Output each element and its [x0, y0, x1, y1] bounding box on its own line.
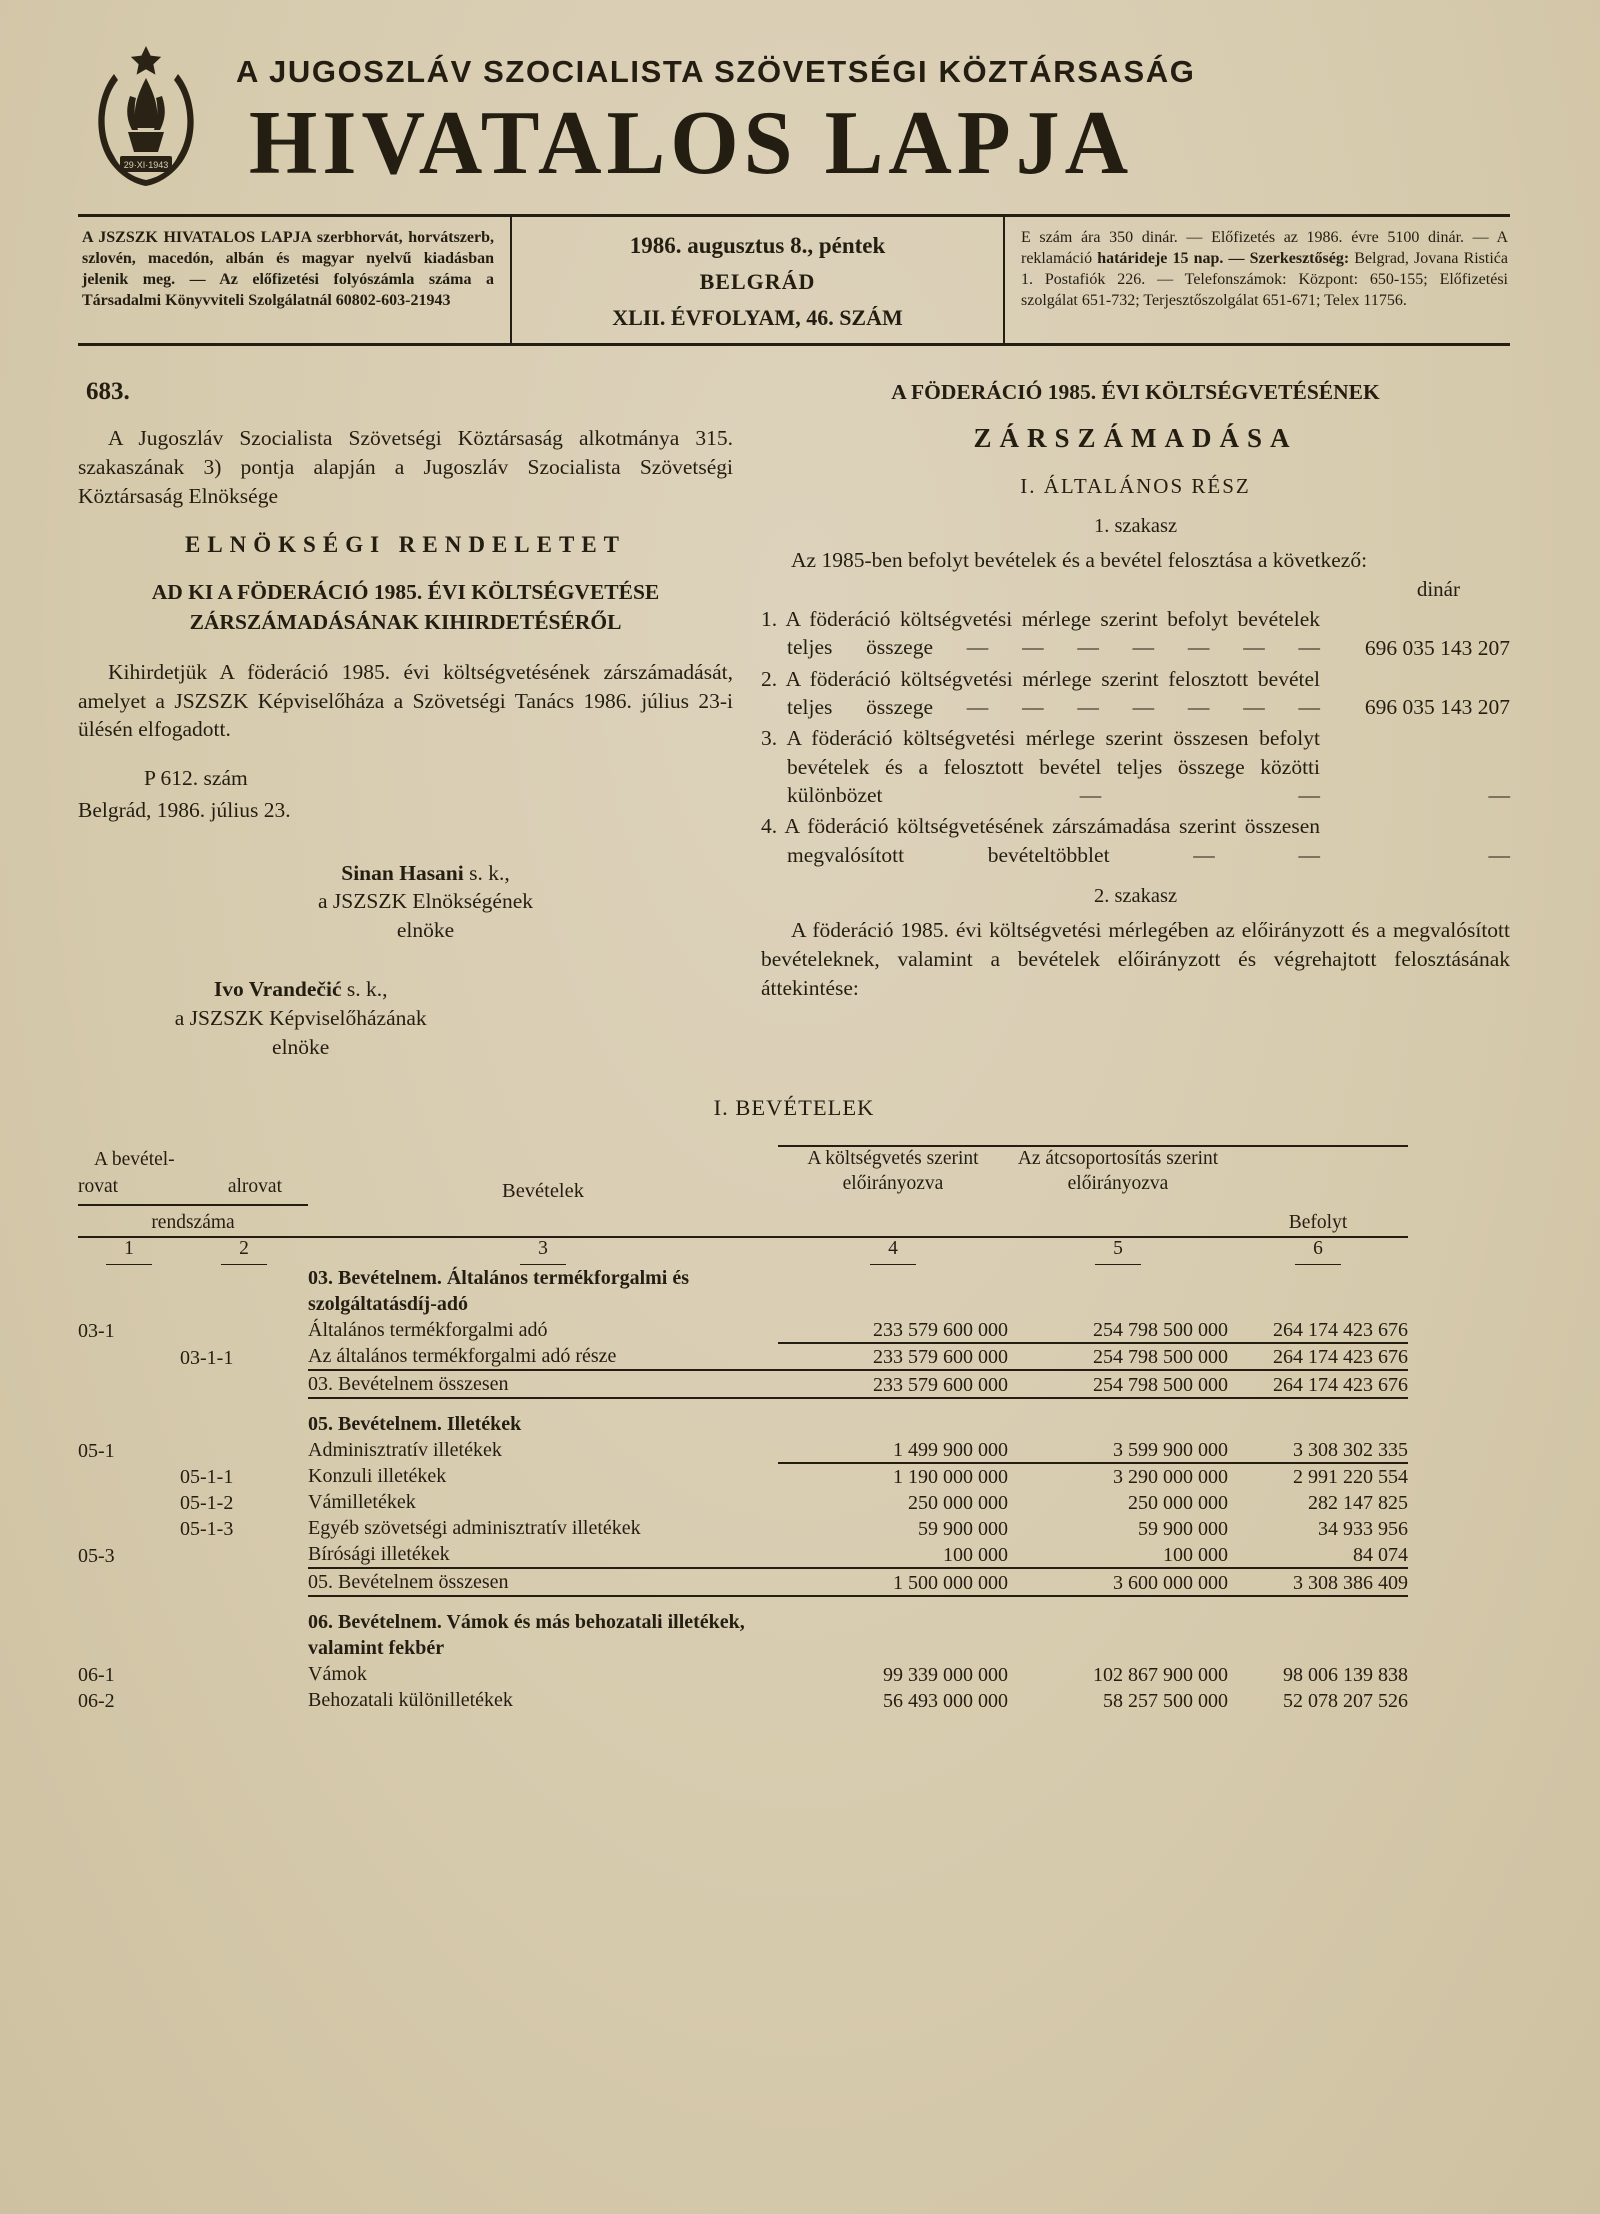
cell-description	[308, 1568, 778, 1596]
gazette-title: HIVATALOS LAPJA	[248, 93, 1134, 194]
cell-rovat	[78, 1370, 180, 1398]
paragraph-1-intro: Az 1985-ben befolyt bevételek és a bevétel felosztása a következő:	[791, 548, 1368, 572]
cell-collected: 2 991 220 554	[1293, 1465, 1408, 1488]
column-number	[778, 1237, 1008, 1265]
column-number-row	[78, 1237, 1408, 1265]
signer-name: Sinan Hasani	[341, 860, 464, 885]
header-alrovat: alrovat	[227, 1175, 282, 1197]
row-description: Behozatali különilletékek	[308, 1688, 513, 1711]
cell-rovat	[78, 1568, 180, 1596]
table-row	[78, 1489, 1408, 1515]
item-body: A föderáció költségvetési mérlege szerint összesen befolyt bevételek és a felosztott bevétel teljes összege közötti különbözet — —	[786, 726, 1320, 808]
article-intro: A Jugoszláv Szocialista Szövetségi Köztársaság alkotmánya 315. szakaszának 3) pontja alapján a Jugoszláv Szocialista Szövetségi Köztársaság Elnöksége	[78, 426, 733, 508]
list-item-text	[761, 724, 1320, 809]
cell-budgeted: 99 339 000 000	[883, 1663, 1008, 1686]
header-atcsoportositas: Az átcsoportosítás szerint előirányozva	[1008, 1146, 1228, 1236]
row-description: Adminisztratív illetékek	[308, 1438, 502, 1461]
header-rovat-line	[78, 1173, 308, 1206]
masthead-text	[236, 54, 1196, 194]
cell-rovat: 03-1	[78, 1319, 115, 1342]
list-item-text	[761, 812, 1320, 869]
list-item	[761, 724, 1510, 809]
article-683	[78, 376, 733, 1061]
item-amount: 696 035 143 207	[1364, 635, 1510, 660]
decree-main-title-line1: A FÖDERÁCIÓ 1985. ÉVI KÖLTSÉGVETÉSÉNEK	[891, 380, 1380, 404]
cell-collected: 282 147 825	[1308, 1491, 1408, 1514]
publication-info	[78, 217, 510, 343]
paragraph-2-text: A föderáció 1985. évi költségvetési mérlegében az előirányzott és a megvalósított bevételeknek, valamint a bevételek előirányzott és végrehajtott felosztásának áttekintése:	[761, 918, 1510, 1000]
cell-alrovat	[180, 1398, 308, 1463]
cell-collected: 52 078 207 526	[1283, 1689, 1408, 1712]
row-description: Konzuli illetékek	[308, 1464, 447, 1487]
cell-rovat	[78, 1489, 180, 1515]
cell-alrovat: 05-1-2	[180, 1491, 234, 1514]
cell-reallocated: 100 000	[1008, 1541, 1228, 1568]
row-description: 05. Bevételnem összesen	[308, 1570, 509, 1593]
cell-reallocated: 3 599 900 000	[1008, 1398, 1228, 1463]
group-heading: 06. Bevételnem. Vámok és más behozatali illetékek, valamint fekbér	[308, 1610, 745, 1659]
header-bevetel-line: A bevétel-	[94, 1149, 175, 1171]
decree-text	[761, 376, 1510, 1061]
row-description: Vámilletékek	[308, 1490, 416, 1513]
header-bevetelek: Bevételek	[502, 1179, 584, 1202]
cell-budgeted: 56 493 000 000	[883, 1689, 1008, 1712]
cell-reallocated: 3 600 000 000	[1008, 1568, 1228, 1596]
cell-alrovat	[180, 1541, 308, 1568]
signature-assembly-president	[78, 975, 523, 1061]
cell-budgeted: 100 000	[778, 1541, 1008, 1568]
table-header-row	[78, 1146, 1408, 1236]
cell-budgeted: 1 499 900 000	[778, 1398, 1008, 1463]
revenue-summary-list	[761, 605, 1510, 869]
decree-subtitle: AD KI A FÖDERÁCIÓ 1985. ÉVI KÖLTSÉGVETÉSE ZÁRSZÁMADÁSÁNAK KIHIRDETÉSÉRŐL	[151, 580, 660, 635]
cell-collected: 264 174 423 676	[1228, 1265, 1408, 1343]
cell-alrovat	[180, 1568, 308, 1596]
signer-suffix: s. k.,	[463, 860, 510, 885]
flame-center	[135, 78, 158, 128]
group-heading: 03. Bevételnem. Általános termékforgalmi és szolgáltatásdíj-adó	[308, 1266, 690, 1315]
issue-city: BELGRÁD	[699, 269, 816, 294]
body-columns	[78, 376, 1510, 1061]
table-row	[78, 1398, 1408, 1463]
cell-budgeted: 1 500 000 000	[778, 1568, 1008, 1596]
row-description: 03. Bevételnem összesen	[308, 1372, 509, 1395]
cell-reallocated: 254 798 500 000	[1008, 1343, 1228, 1370]
cell-description	[308, 1687, 778, 1713]
cell-reallocated: 250 000 000	[1128, 1491, 1228, 1514]
decree-place-date: Belgrád, 1986. július 23.	[78, 797, 291, 822]
row-description: Bírósági illetékek	[308, 1542, 450, 1565]
currency-label: dinár	[1416, 576, 1460, 601]
column-number-label: 3	[520, 1238, 566, 1265]
table-row	[78, 1343, 1408, 1370]
header-koltsegvetes: A költségvetés szerint előirányozva	[778, 1146, 1008, 1236]
cell-description	[308, 1265, 778, 1343]
cell-budgeted: 233 579 600 000	[778, 1343, 1008, 1370]
cell-rovat: 05-3	[78, 1544, 115, 1567]
table-body	[78, 1265, 1408, 1713]
table-row	[78, 1568, 1408, 1596]
subscription-info-part2: határideje 15 nap. — Szerkesztőség:	[1097, 250, 1355, 268]
signer-title-line: elnöke	[272, 1034, 330, 1059]
column-number	[1228, 1237, 1408, 1265]
section-heading: I. ÁLTALÁNOS RÉSZ	[1020, 474, 1251, 498]
item-number: 1.	[761, 606, 778, 631]
signature-name	[78, 975, 523, 1004]
decree-reference: P 612. szám	[144, 766, 248, 791]
cell-budgeted: 59 900 000	[918, 1517, 1008, 1540]
paragraph-1-label: 1. szakasz	[1093, 515, 1178, 537]
item-number: 4.	[761, 814, 778, 839]
cell-description	[308, 1370, 778, 1398]
cell-rovat	[78, 1343, 180, 1370]
list-item	[761, 605, 1510, 662]
issue-date: 1986. augusztus 8., péntek	[629, 233, 886, 258]
cell-collected: 34 933 956	[1318, 1517, 1408, 1540]
cell-rovat: 06-1	[78, 1663, 115, 1686]
torch-base	[128, 132, 164, 152]
cell-reallocated: 102 867 900 000	[1093, 1663, 1228, 1686]
signer-suffix: s. k.,	[341, 977, 388, 1002]
cell-reallocated: 59 900 000	[1138, 1517, 1228, 1540]
signer-name: Ivo Vrandečić	[213, 977, 342, 1002]
row-description: Vámok	[308, 1662, 367, 1685]
cell-rovat	[78, 1515, 180, 1541]
item-number: 2.	[761, 666, 778, 691]
header-rendszama: rendszáma	[151, 1212, 235, 1234]
cell-rovat	[78, 1463, 180, 1489]
coat-of-arms-icon	[86, 44, 206, 196]
cell-budgeted: 233 579 600 000	[778, 1265, 1008, 1343]
cell-alrovat: 05-1-3	[180, 1517, 234, 1540]
decree-main-title-line2: ZÁRSZÁMADÁSA	[973, 423, 1298, 453]
emblem-date: 29·XI·1943	[123, 160, 169, 170]
star-icon	[131, 46, 161, 75]
issue-info	[510, 217, 1005, 343]
signer-title-line: a JSZSZK Képviselőházának	[174, 1005, 427, 1030]
list-item	[761, 812, 1510, 869]
cell-reallocated: 58 257 500 000	[1103, 1689, 1228, 1712]
column-number-label: 5	[1095, 1238, 1141, 1265]
row-description: Egyéb szövetségi adminisztratív illetékek	[308, 1516, 641, 1539]
item-body: A föderáció költségvetésének zárszámadása szerint összesen megvalósított bevételtöbblet — —	[784, 814, 1320, 867]
cell-description	[308, 1489, 778, 1515]
issue-volume: XLII. ÉVFOLYAM, 46. SZÁM	[612, 305, 903, 330]
cell-alrovat	[180, 1265, 308, 1343]
column-number-label: 1	[106, 1238, 152, 1265]
emblem-svg	[86, 44, 206, 196]
country-name: A JUGOSZLÁV SZOCIALISTA SZÖVETSÉGI KÖZTÁRSASÁG	[236, 54, 1196, 89]
cell-alrovat: 03-1-1	[180, 1346, 234, 1369]
column-number	[1008, 1237, 1228, 1265]
table-row	[78, 1541, 1408, 1568]
paragraph-2-label: 2. szakasz	[1093, 885, 1178, 908]
cell-alrovat: 05-1-1	[180, 1465, 234, 1488]
cell-reallocated: 254 798 500 000	[1008, 1370, 1228, 1398]
cell-budgeted: 250 000 000	[908, 1491, 1008, 1514]
item-body: A föderáció költségvetési mérlege szerint felosztott bevétel teljes összege — — — — — — —	[785, 666, 1320, 719]
header-rovat: rovat	[78, 1175, 119, 1197]
table-row	[78, 1596, 1408, 1687]
signer-title-line: elnöke	[396, 918, 455, 943]
column-number-label: 6	[1295, 1238, 1341, 1265]
row-description: Az általános termékforgalmi adó része	[308, 1344, 617, 1367]
cell-collected: 3 308 302 335	[1228, 1398, 1408, 1463]
group-heading: 05. Bevételnem. Illetékek	[308, 1412, 522, 1435]
list-item-text	[761, 605, 1320, 662]
signature-name	[118, 859, 733, 888]
decree-title: ELNÖKSÉGI RENDELETET	[184, 532, 626, 558]
decree-body: Kihirdetjük A föderáció 1985. évi költségvetésének zárszámadását, amelyet a JSZSZK Képviselőháza a Szövetségi Tanács 1986. július 23-i ülésén elfogadott.	[78, 659, 733, 742]
item-amount: —	[1488, 843, 1510, 868]
column-number	[78, 1237, 180, 1265]
signature-president	[78, 859, 733, 945]
cell-alrovat	[180, 1687, 308, 1713]
column-number	[308, 1237, 778, 1265]
column-number	[180, 1237, 308, 1265]
cell-rovat: 05-1	[78, 1439, 115, 1462]
cell-alrovat	[180, 1370, 308, 1398]
cell-description	[308, 1596, 778, 1687]
cell-collected: 84 074	[1228, 1541, 1408, 1568]
cell-reallocated: 3 290 000 000	[1113, 1465, 1228, 1488]
cell-description	[308, 1463, 778, 1489]
cell-collected: 264 174 423 676	[1228, 1343, 1408, 1370]
row-description: Általános termékforgalmi adó	[308, 1318, 548, 1341]
item-number: 3.	[761, 726, 778, 751]
info-bar	[78, 214, 1510, 346]
column-number-label: 4	[870, 1238, 916, 1265]
masthead	[78, 40, 1510, 196]
table-title: I. BEVÉTELEK	[713, 1095, 875, 1121]
signer-title-line: a JSZSZK Elnökségének	[318, 889, 533, 914]
cell-collected: 264 174 423 676	[1228, 1370, 1408, 1398]
table-row	[78, 1515, 1408, 1541]
item-body: A föderáció költségvetési mérlege szerint befolyt bevételek teljes összege — — — — — — —	[785, 606, 1320, 660]
cell-budgeted: 233 579 600 000	[778, 1370, 1008, 1398]
subscription-info	[1005, 217, 1510, 343]
list-item	[761, 665, 1510, 722]
cell-description	[308, 1515, 778, 1541]
table-row	[78, 1265, 1408, 1343]
cell-alrovat	[180, 1596, 308, 1687]
cell-collected: 3 308 386 409	[1228, 1568, 1408, 1596]
list-item-text	[761, 665, 1320, 722]
cell-description	[308, 1398, 778, 1463]
revenue-table	[78, 1145, 1408, 1712]
subscription-info-part1: E szám ára 350 dinár. — Előfizetés az 1986. évre 5100 dinár. — A reklamáció	[1021, 229, 1508, 268]
item-amount: 696 035 143 207	[1364, 695, 1510, 720]
cell-description	[308, 1343, 778, 1370]
cell-description	[308, 1541, 778, 1568]
table-header	[78, 1146, 1408, 1264]
header-row-numbers	[78, 1146, 308, 1236]
table-row	[78, 1687, 1408, 1713]
subscription-info-part3: Belgrad, Jovana Ristića 1. Postafiók 226. — Telefonszámok: Központ: 650-155; Előfizetési szolgálat 651-732; Terjesztőszolgálat 651-671; Telex 11756.	[1021, 250, 1509, 310]
header-befolyt: Befolyt	[1228, 1146, 1408, 1236]
cell-rovat: 06-2	[78, 1689, 115, 1712]
table-row	[78, 1463, 1408, 1489]
publication-info-text: A JSZSZK HIVATALOS LAPJA szerbhorvát, horvátszerb, szlovén, macedón, albán és magyar nyelvű kiadásban jelenik meg. — Az előfizetési folyószámla száma a Társadalmi Könyvviteli Szolgálatnál 60802-603-21943	[82, 229, 494, 310]
cell-reallocated: 254 798 500 000	[1008, 1265, 1228, 1343]
table-row	[78, 1370, 1408, 1398]
cell-collected: 98 006 139 838	[1283, 1663, 1408, 1686]
article-number: 683.	[86, 378, 130, 405]
item-amount: —	[1488, 783, 1510, 808]
cell-budgeted: 1 190 000 000	[893, 1465, 1008, 1488]
column-number-label: 2	[221, 1238, 267, 1265]
